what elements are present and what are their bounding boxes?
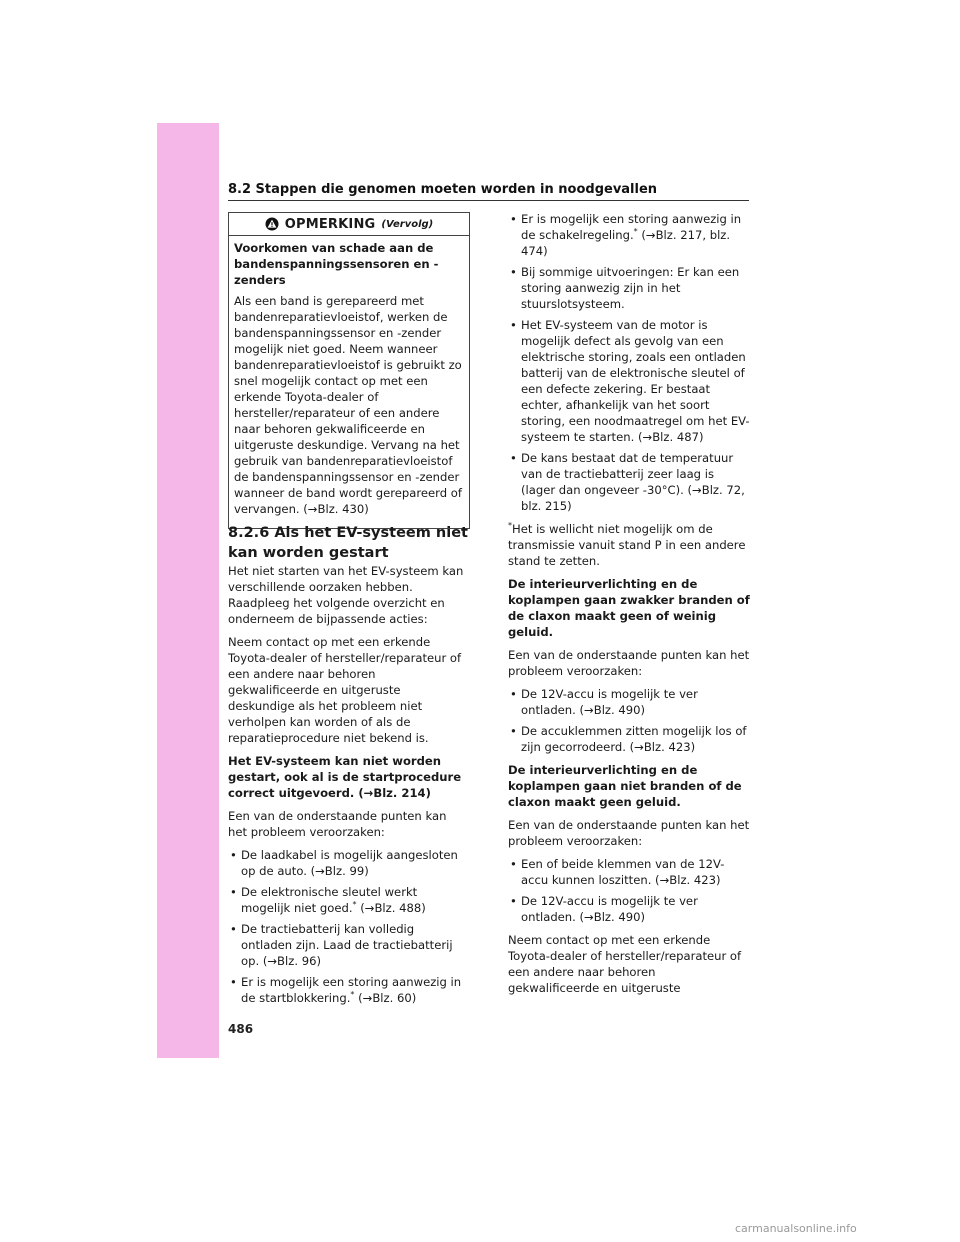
subheading-lights-off: De interieurverlichting en de koplampen gaan niet branden of de claxon maakt geen geluid. <box>508 763 742 809</box>
list-item: • Een of beide klemmen van de 12V-accu kunnen loszitten. (→Blz. 423) <box>508 856 750 888</box>
cause-list-3 <box>508 856 750 925</box>
notice-text: Als een band is gerepareerd met bandenreparatievloeistof, werken de bandenspanningssensor en -zender mogelijk niet goed. Neem wanneer bandenreparatievloeistof is gebruikt zo snel mogelijk contact op met een erkende Toyota-dealer of hersteller/reparateur of een andere naar behoren gekwalificeerde en uitgeruste deskundige. Vervang na het gebruik van bandenreparatievloeistof de bandenspanningssensor en -zender wanneer de band wordt gerepareerd of vervangen. (→Blz. 430) <box>234 294 462 516</box>
subheading-ev-not-start: Het EV-systeem kan niet worden gestart, ook al is de startprocedure correct uitgevoerd. (→Blz. 214) <box>228 754 462 800</box>
contact-paragraph: Neem contact op met een erkende Toyota-dealer of hersteller/reparateur of een andere naar behoren gekwalificeerde en uitgeruste deskundige als het probleem niet verholpen kan worden of als de reparatieprocedure niet bekend is. <box>228 635 462 745</box>
list-item: • De elektronische sleutel werkt mogelijk niet goed.* (→Blz. 488) <box>228 884 468 916</box>
intro-paragraph: Het niet starten van het EV-systeem kan verschillende oorzaken hebben. Raadpleeg het volgende overzicht en onderneem de bijpassende acties: <box>228 564 464 626</box>
list-item: • Er is mogelijk een storing aanwezig in de startblokkering.* (→Blz. 60) <box>228 974 468 1006</box>
notice-heading: Voorkomen van schade aan de bandenspanningssensoren en -zenders <box>234 241 439 287</box>
cause-intro-2: Een van de onderstaande punten kan het probleem veroorzaken: <box>508 648 750 678</box>
footnote: *Het is wellicht niet mogelijk om de transmissie vanuit stand P in een andere stand te zetten. <box>508 521 746 568</box>
cause-list-continued <box>508 211 750 514</box>
header-title: 8.2 Stappen die genomen moeten worden in noodgevallen <box>228 182 658 197</box>
notice-header <box>229 213 469 236</box>
list-item: • De tractiebatterij kan volledig ontladen zijn. Laad de tractiebatterij op. (→Blz. 96) <box>228 921 468 969</box>
subheading-lights-dim: De interieurverlichting en de koplampen gaan zwakker branden of de claxon maakt geen of weinig geluid. <box>508 577 750 639</box>
list-item: • De 12V-accu is mogelijk te ver ontladen. (→Blz. 490) <box>508 893 750 925</box>
list-item: • Het EV-systeem van de motor is mogelijk defect als gevolg van een elektrische storing, zoals een ontladen batterij van de elektronische sleutel of een defecte zekering. Er bestaat echter, afhankelijk van het soort storing, een noodmaatregel om het EV-systeem te starten. (→Blz. 487) <box>508 317 750 445</box>
side-tab-band <box>157 123 219 1058</box>
notice-box <box>228 212 470 529</box>
page-number: 486 <box>228 1022 254 1036</box>
list-item: • De accuklemmen zitten mogelijk los of zijn gecorrodeerd. (→Blz. 423) <box>508 723 750 755</box>
right-column <box>508 211 750 1003</box>
notice-subtitle: (Vervolg) <box>381 218 434 230</box>
list-item: • De kans bestaat dat de temperatuur van de tractiebatterij zeer laag is (lager dan ongeveer -30°C). (→Blz. 72, blz. 215) <box>508 450 750 514</box>
list-item: • De laadkabel is mogelijk aangesloten op de auto. (→Blz. 99) <box>228 847 468 879</box>
watermark: carmanualsonline.info <box>735 1222 857 1235</box>
outro-paragraph: Neem contact op met een erkende Toyota-dealer of hersteller/reparateur of een andere naar behoren gekwalificeerde en uitgeruste <box>508 933 742 995</box>
cause-intro: Een van de onderstaande punten kan het probleem veroorzaken: <box>228 809 447 839</box>
list-item: • Er is mogelijk een storing aanwezig in de schakelregeling.* (→Blz. 217, blz. 474) <box>508 211 750 259</box>
page-header <box>228 178 749 201</box>
list-item: • De 12V-accu is mogelijk te ver ontladen. (→Blz. 490) <box>508 686 750 718</box>
cause-intro-3: Een van de onderstaande punten kan het probleem veroorzaken: <box>508 818 750 848</box>
cause-list <box>228 847 468 1006</box>
section-title: 8.2.6 Als het EV-systeem niet kan worden gestart <box>228 525 468 561</box>
list-item: • Bij sommige uitvoeringen: Er kan een storing aanwezig zijn in het stuurslotsysteem. <box>508 264 750 312</box>
cause-list-2 <box>508 686 750 755</box>
left-column <box>228 563 468 1013</box>
warning-icon <box>265 217 279 231</box>
notice-title: OPMERKING <box>284 216 376 232</box>
notice-body <box>229 236 469 528</box>
